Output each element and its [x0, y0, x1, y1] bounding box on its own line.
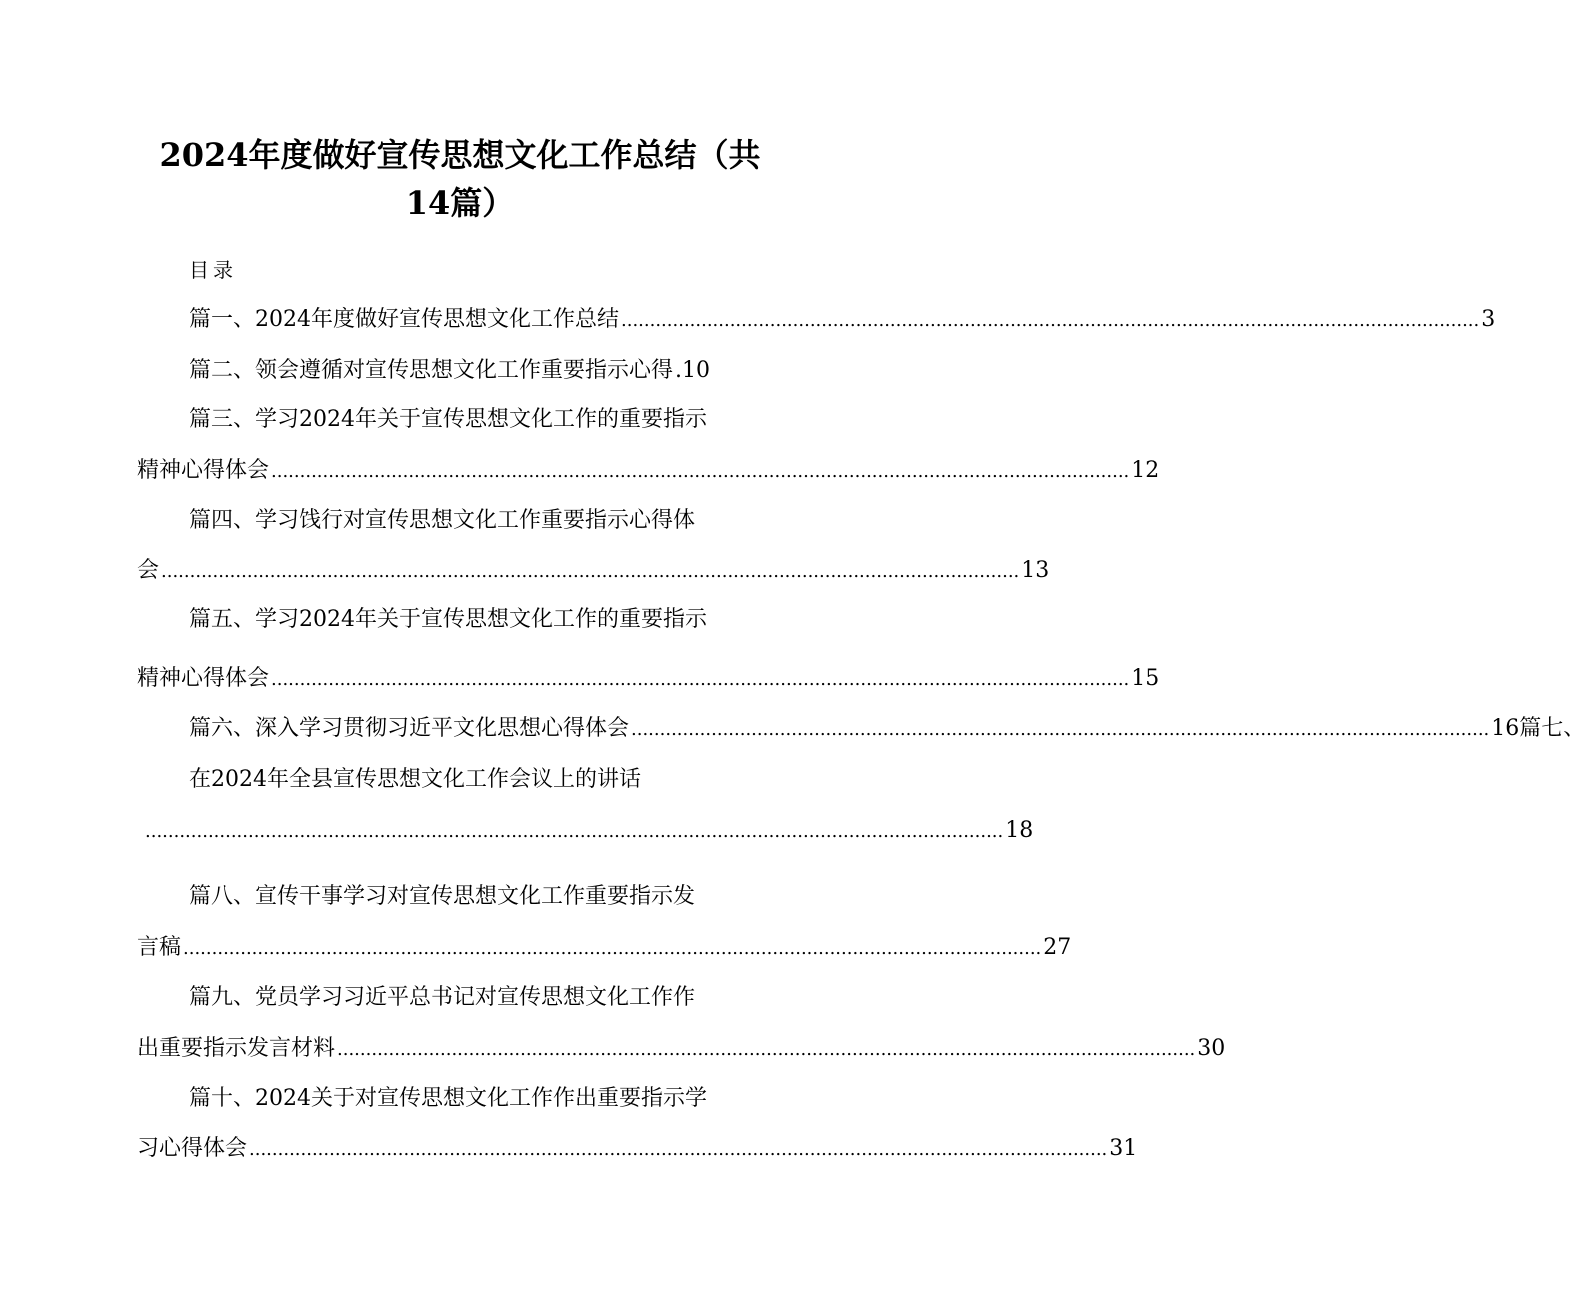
toc-entry-text: 精神心得体会 — [137, 666, 270, 691]
leader-dots: ...................................................................................................................................................... — [161, 561, 1020, 582]
toc-page-number: 31 — [1109, 1136, 1138, 1161]
toc-entry-5[interactable] — [137, 664, 1160, 694]
toc-entry-text: 会 — [137, 558, 160, 583]
document-title-line-2: 14篇） — [405, 184, 515, 222]
toc-entry-10-line-1[interactable]: 篇十、2024关于对宣传思想文化工作作出重要指示学 — [189, 1086, 707, 1111]
toc-page-number: 27 — [1043, 935, 1072, 960]
toc-entry-text: 习心得体会 — [137, 1136, 248, 1161]
toc-entry-text: 篇一、2024年度做好宣传思想文化工作总结 — [189, 307, 619, 332]
toc-entry-3-line-1[interactable]: 篇三、学习2024年关于宣传思想文化工作的重要指示 — [189, 407, 707, 432]
toc-entry-2[interactable] — [189, 356, 739, 386]
toc-entry-text: 篇二、领会遵循对宣传思想文化工作重要指示心得 — [189, 358, 674, 383]
toc-entry-text: 篇六、深入学习贯彻习近平文化思想心得体会 — [189, 716, 630, 741]
toc-page-number: 16 — [1491, 716, 1520, 741]
toc-entry-10[interactable] — [137, 1134, 1138, 1164]
leader-dots: ...................................................................................................................................................... — [631, 719, 1490, 740]
leader-dots: ...................................................................................................................................................... — [621, 310, 1480, 331]
toc-entry-1[interactable] — [189, 305, 1496, 335]
toc-entry-4[interactable] — [137, 556, 1050, 586]
toc-entry-7[interactable] — [143, 816, 1034, 846]
leader-dots: ...................................................................................................................................................... — [271, 461, 1130, 482]
document-title-line-1: 2024年度做好宣传思想文化工作总结（共 — [159, 136, 761, 174]
toc-entry-text: 言稿 — [137, 935, 182, 960]
toc-page-number: 30 — [1197, 1036, 1226, 1061]
toc-entry-9-line-1[interactable]: 篇九、党员学习习近平总书记对宣传思想文化工作作 — [189, 985, 696, 1010]
toc-entry-7-label: 篇七、 — [1519, 716, 1585, 741]
toc-page-number: .10 — [675, 358, 711, 383]
toc-entry-6[interactable] — [189, 714, 1585, 744]
toc-entry-7-line-1[interactable]: 在2024年全县宣传思想文化工作会议上的讲话 — [189, 767, 641, 792]
toc-page-number: 13 — [1021, 558, 1050, 583]
leader-dots: ...................................................................................................................................................... — [183, 938, 1042, 959]
leader-dots: ...................................................................................................................................................... — [271, 669, 1130, 690]
toc-entry-9[interactable] — [137, 1034, 1226, 1064]
toc-entry-text: 出重要指示发言材料 — [137, 1036, 336, 1061]
toc-entry-8[interactable] — [137, 933, 1072, 963]
toc-entry-3[interactable] — [137, 456, 1160, 486]
toc-page-number: 12 — [1131, 458, 1160, 483]
leader-dots: ...................................................................................................................................................... — [337, 1039, 1196, 1060]
toc-page-number: 15 — [1131, 666, 1160, 691]
toc-entry-4-line-1[interactable]: 篇四、学习饯行对宣传思想文化工作重要指示心得体 — [189, 508, 696, 533]
toc-page-number: 3 — [1481, 307, 1496, 332]
leader-dots: ...................................................................................................................................................... — [249, 1139, 1108, 1160]
toc-entry-5-line-1[interactable]: 篇五、学习2024年关于宣传思想文化工作的重要指示 — [189, 607, 707, 632]
toc-heading: 目录 — [189, 258, 237, 282]
toc-page-number: 18 — [1005, 818, 1034, 843]
toc-entry-8-line-1[interactable]: 篇八、宣传干事学习对宣传思想文化工作重要指示发 — [189, 884, 696, 909]
leader-dots: ...................................................................................................................................................... — [145, 821, 1004, 842]
toc-entry-text: 精神心得体会 — [137, 458, 270, 483]
